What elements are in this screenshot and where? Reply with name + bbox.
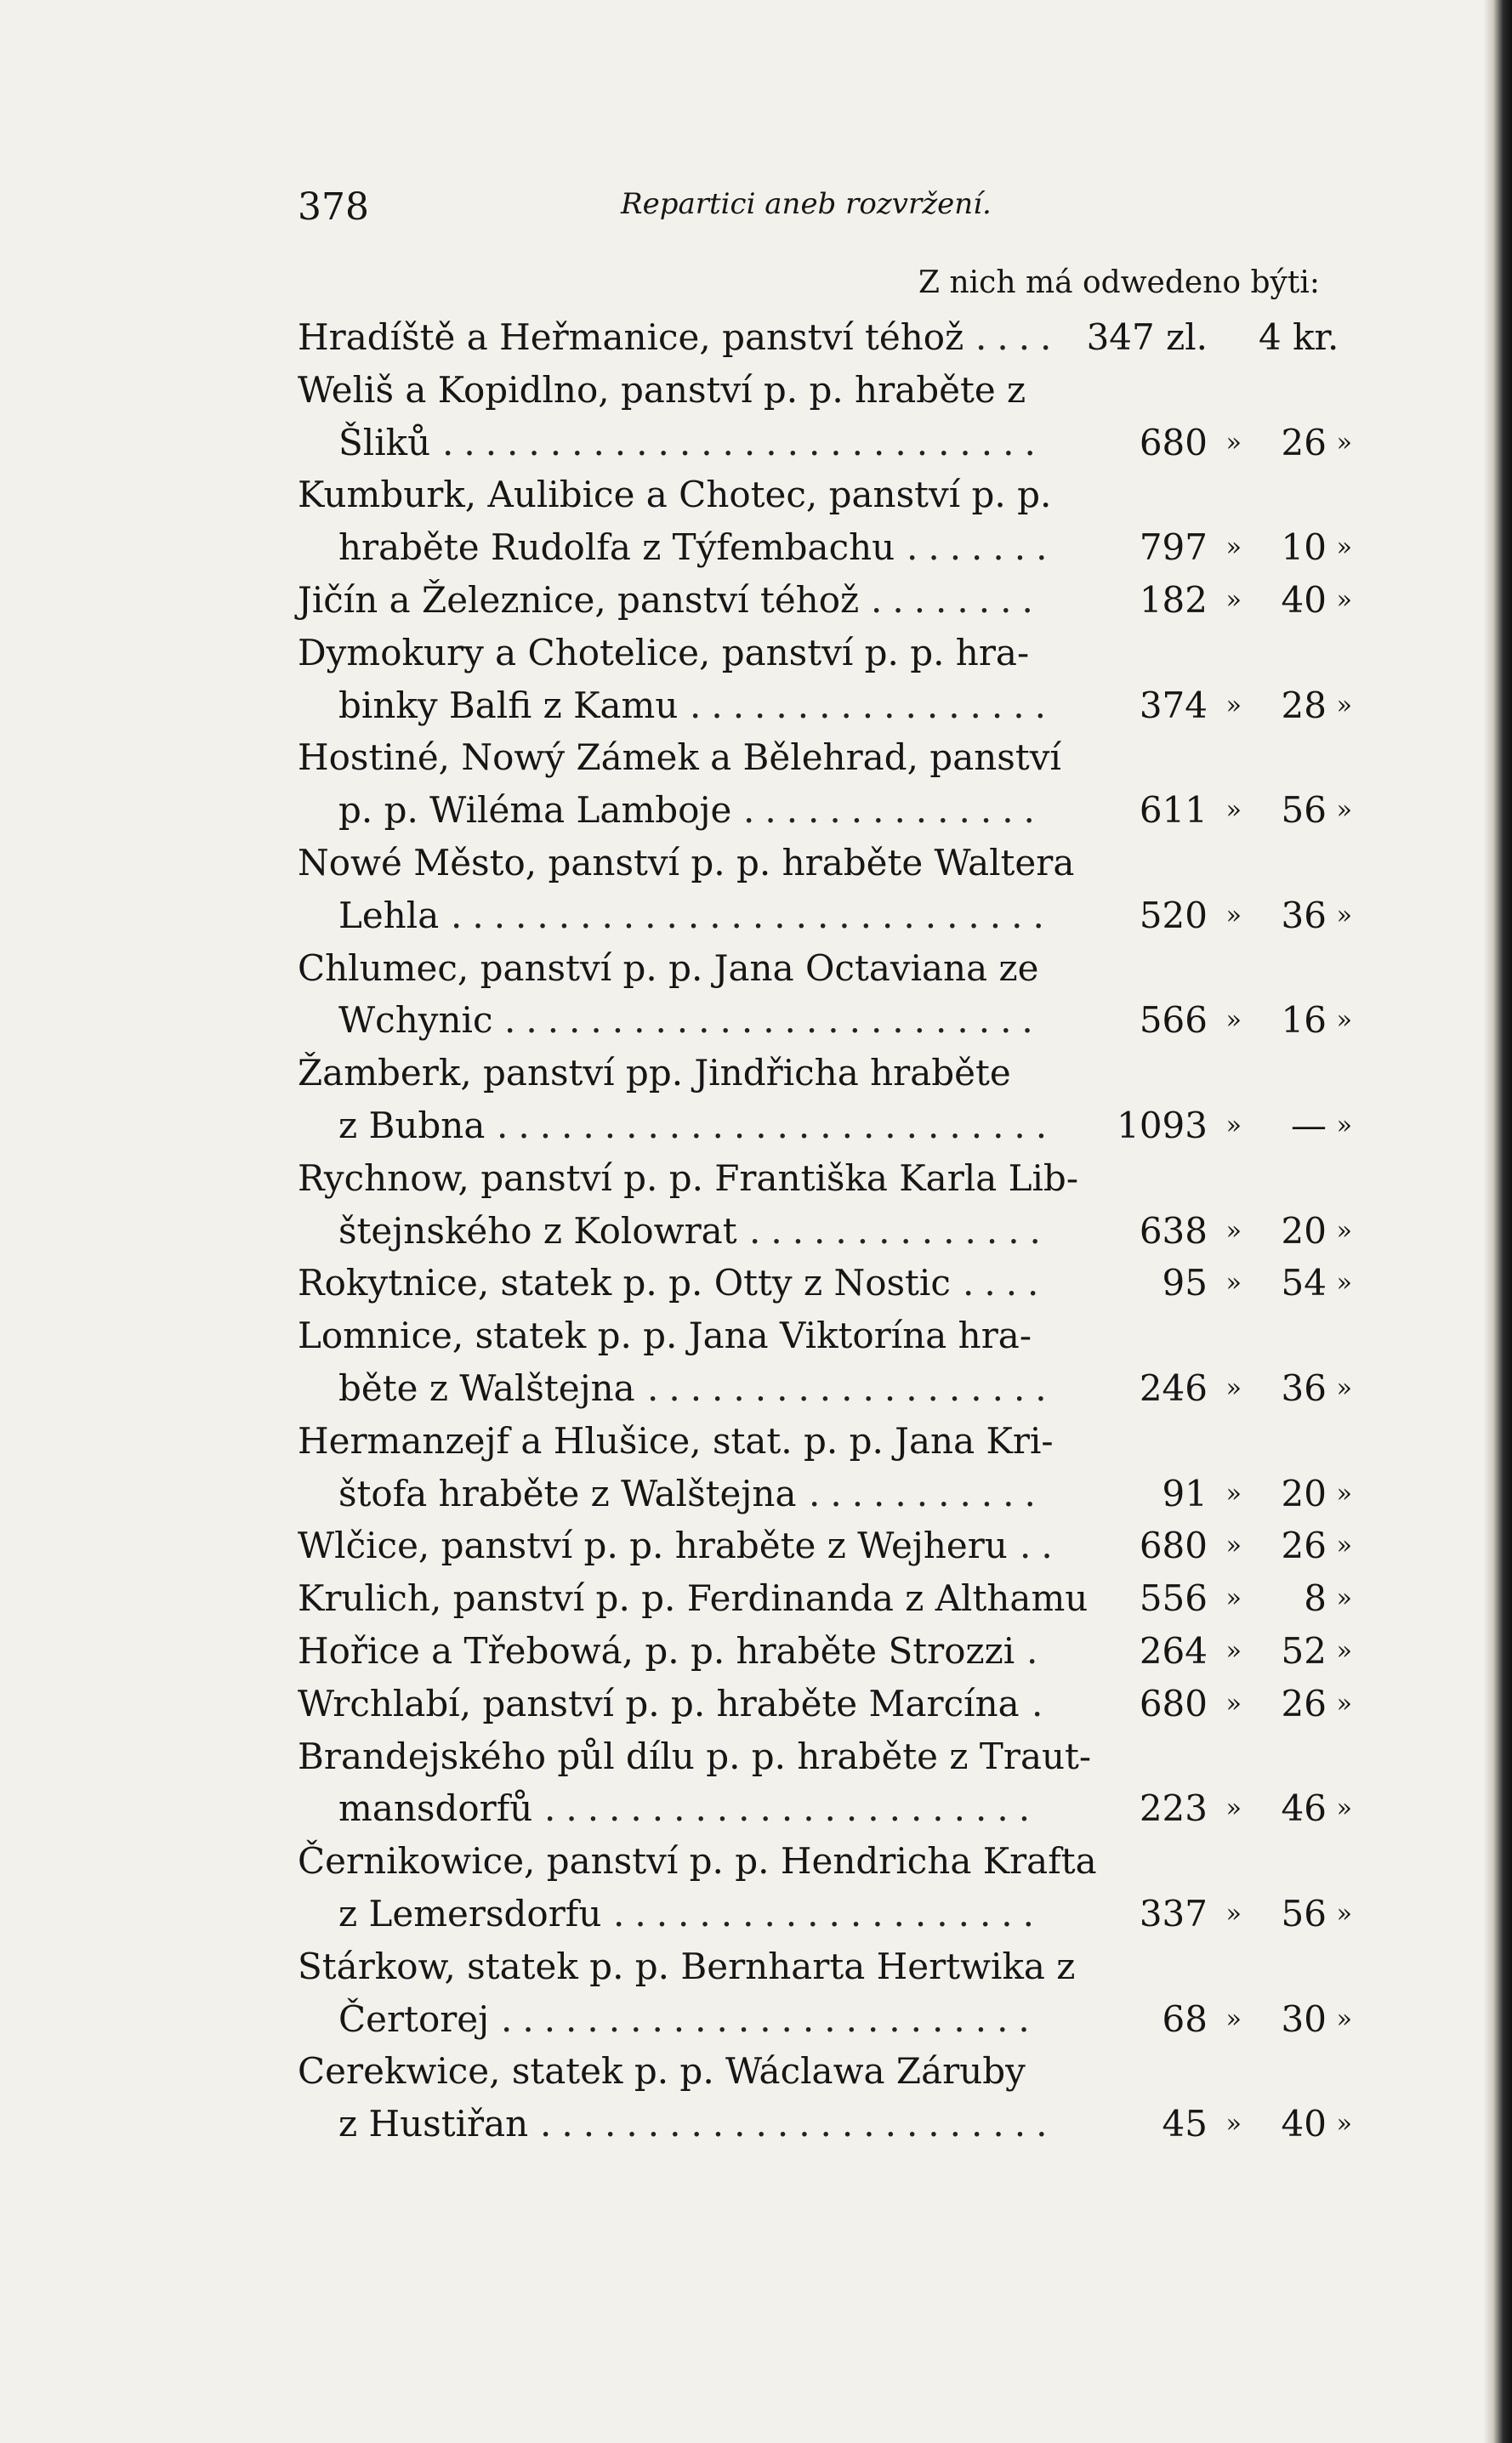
estate-name: z Bubna xyxy=(338,1104,486,1146)
amount-krejcar: 40 xyxy=(1281,578,1327,621)
ditto-mark: » xyxy=(1225,1005,1242,1036)
entry-line xyxy=(298,574,1352,627)
amount-krejcar: 36 xyxy=(1281,1366,1327,1409)
amount-zlaty: 680 xyxy=(1139,1682,1208,1724)
estate-name: Jičín a Železnice, panství téhož xyxy=(298,578,860,621)
amount-krejcar: 56 xyxy=(1281,1892,1327,1935)
amount-zlaty: 347 zl. xyxy=(1086,316,1208,358)
estate-name: binky Balfi z Kamu xyxy=(338,684,679,726)
amount-krejcar: 26 xyxy=(1281,1525,1327,1567)
entry-line xyxy=(298,1205,1352,1258)
amount-zlaty: 1093 xyxy=(1117,1104,1208,1146)
leader-dots: ........ xyxy=(871,578,1043,621)
leader-dots: ................. xyxy=(690,684,1056,726)
entry-line xyxy=(298,364,1352,417)
ditto-mark: » xyxy=(1225,1215,1242,1246)
ditto-mark: » xyxy=(1336,1898,1352,1929)
estate-name: Brandejského půl dílu p. p. hraběte z Traut- xyxy=(298,1735,1092,1777)
ditto-mark: » xyxy=(1336,1635,1352,1666)
entry-line xyxy=(298,521,1352,574)
ditto-mark: » xyxy=(1336,1110,1352,1140)
ditto-mark: » xyxy=(1225,584,1242,615)
estate-name: mansdorfů xyxy=(338,1787,533,1830)
leader-dots: ........... xyxy=(809,1472,1046,1514)
ditto-mark: » xyxy=(1336,584,1352,615)
ditto-mark: » xyxy=(1336,1793,1352,1824)
ditto-mark: » xyxy=(1225,1635,1242,1666)
amount-zlaty: 337 xyxy=(1139,1892,1208,1935)
entry-line xyxy=(298,627,1352,679)
amount-zlaty: 91 xyxy=(1162,1472,1208,1514)
ditto-mark: » xyxy=(1225,1583,1242,1614)
estate-name: hraběte Rudolfa z Týfembachu xyxy=(338,526,895,569)
amount-krejcar: 4 kr. xyxy=(1259,316,1339,358)
amount-zlaty: 223 xyxy=(1139,1787,1208,1830)
leader-dots: ....................... xyxy=(544,1787,1041,1830)
leader-dots: ......................... xyxy=(504,999,1043,1042)
running-title: Repartici aneb rozvržení. xyxy=(621,187,992,221)
ditto-mark: » xyxy=(1336,2003,1352,2034)
estate-name: Žamberk, panství pp. Jindřicha hraběte xyxy=(298,1052,1011,1094)
estate-name: štofa hraběte z Walštejna xyxy=(338,1472,797,1514)
amount-zlaty: 45 xyxy=(1162,2103,1208,2145)
ditto-mark: » xyxy=(1225,1688,1242,1719)
ditto-mark: » xyxy=(1225,690,1242,720)
entry-line xyxy=(298,1993,1352,2046)
ditto-mark: » xyxy=(1336,1005,1352,1036)
entry-line xyxy=(298,469,1352,521)
amount-zlaty: 520 xyxy=(1139,894,1208,936)
entry-line xyxy=(298,1257,1352,1310)
amount-krejcar: 56 xyxy=(1281,789,1327,832)
estate-name: Rychnow, panství p. p. Františka Karla Lib- xyxy=(298,1156,1079,1199)
estate-name: Stárkow, statek p. p. Bernharta Hertwika z xyxy=(298,1945,1076,1987)
ditto-mark: » xyxy=(1225,1478,1242,1508)
amount-zlaty: 95 xyxy=(1162,1262,1208,1304)
ditto-mark: » xyxy=(1225,1372,1242,1403)
estate-name: Nowé Město, panství p. p. hraběte Waltera xyxy=(298,841,1075,883)
ditto-mark: » xyxy=(1225,2109,1242,2139)
leader-dots: ......................... xyxy=(501,1997,1040,2040)
estate-name: Čertorej xyxy=(338,1997,490,2040)
leader-dots: .... xyxy=(975,316,1062,358)
ditto-mark: » xyxy=(1336,1583,1352,1614)
estate-name: z Lemersdorfu xyxy=(338,1892,602,1935)
entry-list xyxy=(298,311,1352,2150)
amount-zlaty: 68 xyxy=(1162,1997,1208,2040)
entry-line xyxy=(298,2098,1352,2150)
entry-line xyxy=(298,1625,1352,1678)
ditto-mark: » xyxy=(1225,900,1242,930)
column-note: Z nich má odwedeno býti: xyxy=(918,265,1320,300)
amount-krejcar: 20 xyxy=(1281,1472,1327,1514)
amount-krejcar: 26 xyxy=(1281,421,1327,463)
estate-name: Hradíště a Heřmanice, panství téhož xyxy=(298,316,964,358)
amount-krejcar: 20 xyxy=(1281,1209,1327,1252)
amount-zlaty: 611 xyxy=(1139,789,1208,832)
entry-line xyxy=(298,1099,1352,1152)
amount-krejcar: — xyxy=(1291,1104,1327,1146)
ditto-mark: » xyxy=(1336,900,1352,930)
ditto-mark: » xyxy=(1336,1478,1352,1508)
amount-krejcar: 26 xyxy=(1281,1682,1327,1724)
estate-name: Šliků xyxy=(338,421,431,463)
leader-dots: .. xyxy=(1020,1525,1063,1567)
leader-dots: .................... xyxy=(613,1892,1045,1935)
amount-krejcar: 8 xyxy=(1304,1577,1327,1620)
ditto-mark: » xyxy=(1336,532,1352,563)
amount-krejcar: 52 xyxy=(1281,1629,1327,1672)
ditto-mark: » xyxy=(1225,2003,1242,2034)
leader-dots: . xyxy=(1032,1682,1054,1724)
entry-line xyxy=(298,1468,1352,1520)
entry-line xyxy=(298,1888,1352,1940)
leader-dots: .......................... xyxy=(497,1104,1058,1146)
estate-name: štejnského z Kolowrat xyxy=(338,1209,737,1252)
entry-line xyxy=(298,784,1352,837)
entry-line xyxy=(298,1310,1352,1362)
entry-line xyxy=(298,994,1352,1047)
amount-zlaty: 680 xyxy=(1139,1525,1208,1567)
amount-zlaty: 797 xyxy=(1139,526,1208,569)
estate-name: Wlčice, panství p. p. hraběte z Wejheru xyxy=(298,1525,1008,1567)
leader-dots: .... xyxy=(963,1262,1049,1304)
entry-line xyxy=(298,731,1352,784)
leader-dots: . xyxy=(1026,1629,1049,1672)
page-header xyxy=(298,185,1063,236)
estate-name: běte z Walštejna xyxy=(338,1366,635,1409)
estate-name: Lehla xyxy=(338,894,440,936)
entry-line xyxy=(298,1678,1352,1730)
entry-line xyxy=(298,1730,1352,1783)
estate-name: Lomnice, statek p. p. Jana Viktorína hra- xyxy=(298,1315,1032,1357)
amount-krejcar: 54 xyxy=(1281,1262,1327,1304)
ditto-mark: » xyxy=(1336,1531,1352,1561)
estate-name: Černikowice, panství p. p. Hendricha Krafta xyxy=(298,1840,1097,1883)
estate-name: Rokytnice, statek p. p. Otty z Nostic xyxy=(298,1262,951,1304)
ditto-mark: » xyxy=(1225,795,1242,826)
amount-krejcar: 36 xyxy=(1281,894,1327,936)
amount-zlaty: 246 xyxy=(1139,1366,1208,1409)
entry-line xyxy=(298,1572,1352,1625)
estate-name: Hořice a Třebowá, p. p. hraběte Strozzi xyxy=(298,1629,1015,1672)
page-number: 378 xyxy=(298,185,369,229)
scan-binding-edge xyxy=(1483,0,1512,2443)
entry-line xyxy=(298,1782,1352,1835)
estate-name: Hostiné, Nowý Zámek a Bělehrad, panství xyxy=(298,736,1061,779)
estate-name: Krulich, panství p. p. Ferdinanda z Althamu xyxy=(298,1577,1089,1620)
amount-zlaty: 556 xyxy=(1139,1577,1208,1620)
amount-zlaty: 680 xyxy=(1139,421,1208,463)
entry-line xyxy=(298,679,1352,732)
estate-name: Weliš a Kopidlno, panství p. p. hraběte z xyxy=(298,368,1026,411)
estate-name: z Hustiřan xyxy=(338,2103,529,2145)
amount-zlaty: 374 xyxy=(1139,684,1208,726)
leader-dots: ............................ xyxy=(451,894,1054,936)
entry-line xyxy=(298,1520,1352,1572)
amount-zlaty: 264 xyxy=(1139,1629,1208,1672)
estate-name: Kumburk, Aulibice a Chotec, panství p. p. xyxy=(298,474,1052,516)
ditto-mark: » xyxy=(1336,690,1352,720)
estate-name: Wrchlabí, panství p. p. hraběte Marcína xyxy=(298,1682,1020,1724)
entry-line xyxy=(298,417,1352,469)
entry-line xyxy=(298,1415,1352,1468)
ditto-mark: » xyxy=(1336,1688,1352,1719)
entry-line xyxy=(298,942,1352,995)
ditto-mark: » xyxy=(1336,1268,1352,1298)
amount-zlaty: 566 xyxy=(1139,999,1208,1042)
ditto-mark: » xyxy=(1336,1372,1352,1403)
leader-dots: ....... xyxy=(907,526,1058,569)
estate-name: Hermanzejf a Hlušice, stat. p. p. Jana Kri- xyxy=(298,1419,1054,1462)
ditto-mark: » xyxy=(1336,2109,1352,2139)
estate-name: Dymokury a Chotelice, panství p. p. hra- xyxy=(298,631,1030,673)
amount-krejcar: 28 xyxy=(1281,684,1327,726)
amount-krejcar: 40 xyxy=(1281,2103,1327,2145)
amount-zlaty: 638 xyxy=(1139,1209,1208,1252)
estate-name: Chlumec, panství p. p. Jana Octaviana ze xyxy=(298,946,1039,989)
entry-line xyxy=(298,2045,1352,2098)
entry-line xyxy=(298,1152,1352,1205)
ditto-mark: » xyxy=(1225,1531,1242,1561)
entry-line xyxy=(298,1362,1352,1415)
amount-zlaty: 182 xyxy=(1139,578,1208,621)
amount-krejcar: 30 xyxy=(1281,1997,1327,2040)
ditto-mark: » xyxy=(1225,1268,1242,1298)
entry-line xyxy=(298,889,1352,942)
entry-line xyxy=(298,1940,1352,1993)
entry-line xyxy=(298,837,1352,889)
ditto-mark: » xyxy=(1225,1898,1242,1929)
amount-krejcar: 10 xyxy=(1281,526,1327,569)
entry-line xyxy=(298,311,1352,364)
ditto-mark: » xyxy=(1225,427,1242,457)
entry-line xyxy=(298,1835,1352,1888)
estate-name: Wchynic xyxy=(338,999,493,1042)
ditto-mark: » xyxy=(1336,795,1352,826)
ditto-mark: » xyxy=(1225,1793,1242,1824)
leader-dots: .............. xyxy=(749,1209,1051,1252)
amount-krejcar: 46 xyxy=(1281,1787,1327,1830)
leader-dots: ............................ xyxy=(442,421,1046,463)
estate-name: Cerekwice, statek p. p. Wáclawa Záruby xyxy=(298,2050,1026,2093)
amount-krejcar: 16 xyxy=(1281,999,1327,1042)
ditto-mark: » xyxy=(1225,532,1242,563)
estate-name: p. p. Wiléma Lamboje xyxy=(338,789,732,832)
leader-dots: ................... xyxy=(647,1366,1057,1409)
ditto-mark: » xyxy=(1225,1110,1242,1140)
leader-dots: .............. xyxy=(743,789,1045,832)
leader-dots: ........................ xyxy=(540,2103,1058,2145)
ditto-mark: » xyxy=(1336,427,1352,457)
entry-line xyxy=(298,1047,1352,1099)
ditto-mark: » xyxy=(1336,1215,1352,1246)
